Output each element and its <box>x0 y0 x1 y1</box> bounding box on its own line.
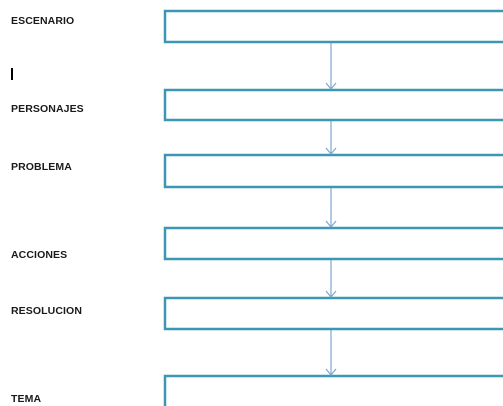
step-label-personajes: PERSONAJES <box>11 103 84 115</box>
connector-arrow-3 <box>326 188 336 227</box>
step-box-resolucion[interactable] <box>165 298 503 329</box>
step-box-problema[interactable] <box>165 155 503 187</box>
connector-arrow-1 <box>326 43 336 89</box>
connector-arrow-5 <box>326 330 336 375</box>
step-box-escenario[interactable] <box>165 11 503 42</box>
step-label-tema: TEMA <box>11 393 42 405</box>
connector-arrow-2 <box>326 121 336 154</box>
step-box-acciones[interactable] <box>165 228 503 259</box>
connector-arrow-4 <box>326 260 336 297</box>
step-label-escenario: ESCENARIO <box>11 15 75 27</box>
step-box-personajes[interactable] <box>165 90 503 120</box>
step-label-resolucion: RESOLUCION <box>11 305 83 317</box>
step-box-tema[interactable] <box>165 376 503 406</box>
step-label-acciones: ACCIONES <box>11 249 68 261</box>
step-label-problema: PROBLEMA <box>11 161 72 173</box>
